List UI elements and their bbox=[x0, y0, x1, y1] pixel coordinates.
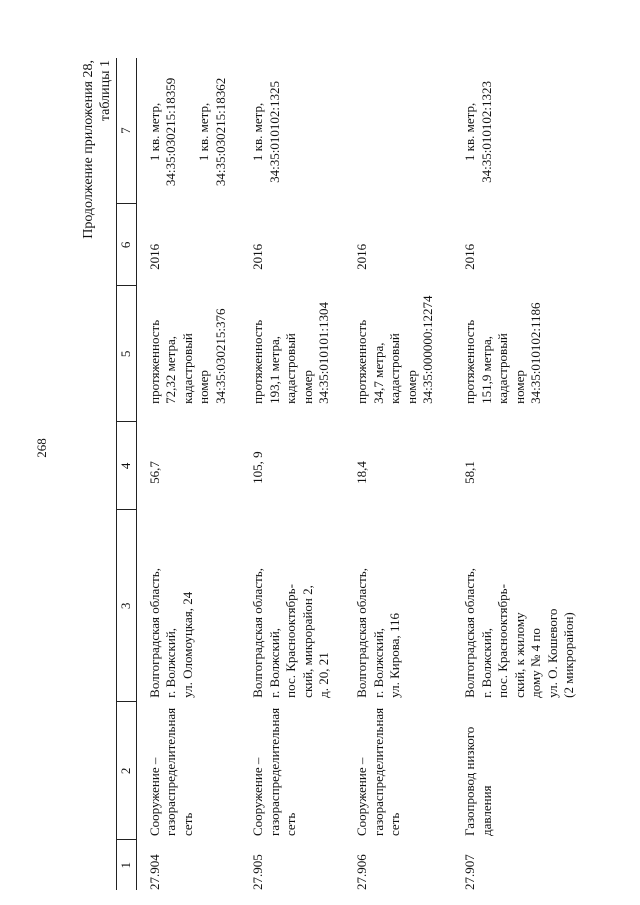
row-name: Сооружение – газораспределительная сеть bbox=[146, 707, 195, 836]
row-id: 27.906 bbox=[354, 854, 369, 890]
page-number: 268 bbox=[34, 438, 49, 458]
row-id: 27.905 bbox=[250, 854, 265, 890]
row-value: 105, 9 bbox=[250, 451, 265, 484]
row-extra: 1 кв. метр, 34:35:030215:18359 1 кв. метр, 34:35:030215:18362 bbox=[146, 77, 228, 187]
caption-line-1: Продолжение приложения 28, bbox=[81, 60, 96, 239]
row-description: протяженность 151,9 метра, кадастровый номер 34:35:010102:1186 bbox=[462, 302, 543, 404]
row-extra bbox=[344, 58, 452, 204]
row-year: 2016 bbox=[354, 243, 369, 270]
header-col-2: 2 bbox=[117, 702, 137, 840]
table-row bbox=[344, 58, 452, 890]
row-description: протяженность 193,1 метра, кадастровый номер 34:35:010101:1304 bbox=[250, 301, 331, 404]
row-name: Сооружение – газораспределительная сеть bbox=[250, 707, 298, 836]
row-extra: 1 кв. метр, 34:35:010102:1323 bbox=[462, 81, 494, 183]
row-description: протяженность 34,7 метра, кадастровый номер 34:35:000000:12274 bbox=[354, 295, 435, 404]
header-col-5: 5 bbox=[117, 286, 137, 422]
header-col-6: 6 bbox=[117, 204, 137, 286]
row-name: Газопровод низкого давления bbox=[462, 726, 494, 836]
row-year: 2016 bbox=[146, 243, 162, 270]
row-value: 58,1 bbox=[462, 461, 477, 484]
row-name: Сооружение – газораспределительная сеть bbox=[354, 707, 402, 836]
table-row bbox=[240, 58, 344, 890]
row-address: Волгоградская область, г. Волжский, ул. Кирова, 116 bbox=[354, 568, 402, 698]
row-address: Волгоградская область, г. Волжский, пос. Краснооктябрь- ский, к жилому дому № 4 по ул. О. Кошевого (2 микрорайон) bbox=[462, 568, 576, 698]
row-year: 2016 bbox=[250, 243, 265, 270]
rotated-table-sheet bbox=[80, 60, 610, 890]
row-id: 27.907 bbox=[462, 854, 477, 890]
row-year: 2016 bbox=[462, 243, 477, 270]
row-description: протяженность 72,32 метра, кадастровый номер 34:35:030215:376 bbox=[146, 308, 228, 404]
row-extra: 1 кв. метр, 34:35:010102:1325 bbox=[250, 81, 282, 183]
row-value: 18,4 bbox=[354, 461, 369, 484]
header-row bbox=[117, 58, 137, 890]
row-address: Волгоградская область, г. Волжский, ул. Оломоуцкая, 24 bbox=[146, 568, 195, 698]
table-caption bbox=[80, 60, 114, 239]
row-value: 56,7 bbox=[146, 461, 162, 484]
table-row bbox=[136, 58, 240, 890]
table-row bbox=[452, 58, 584, 890]
data-table bbox=[116, 58, 584, 890]
header-col-7: 7 bbox=[117, 58, 137, 204]
row-address: Волгоградская область, г. Волжский, пос. Краснооктябрь- ский, микрорайон 2, д. 20, 21 bbox=[250, 568, 331, 698]
header-col-3: 3 bbox=[117, 510, 137, 702]
row-id: 27.904 bbox=[146, 854, 162, 890]
caption-line-2: таблицы 1 bbox=[98, 60, 113, 122]
header-col-1: 1 bbox=[117, 840, 137, 890]
header-col-4: 4 bbox=[117, 422, 137, 510]
